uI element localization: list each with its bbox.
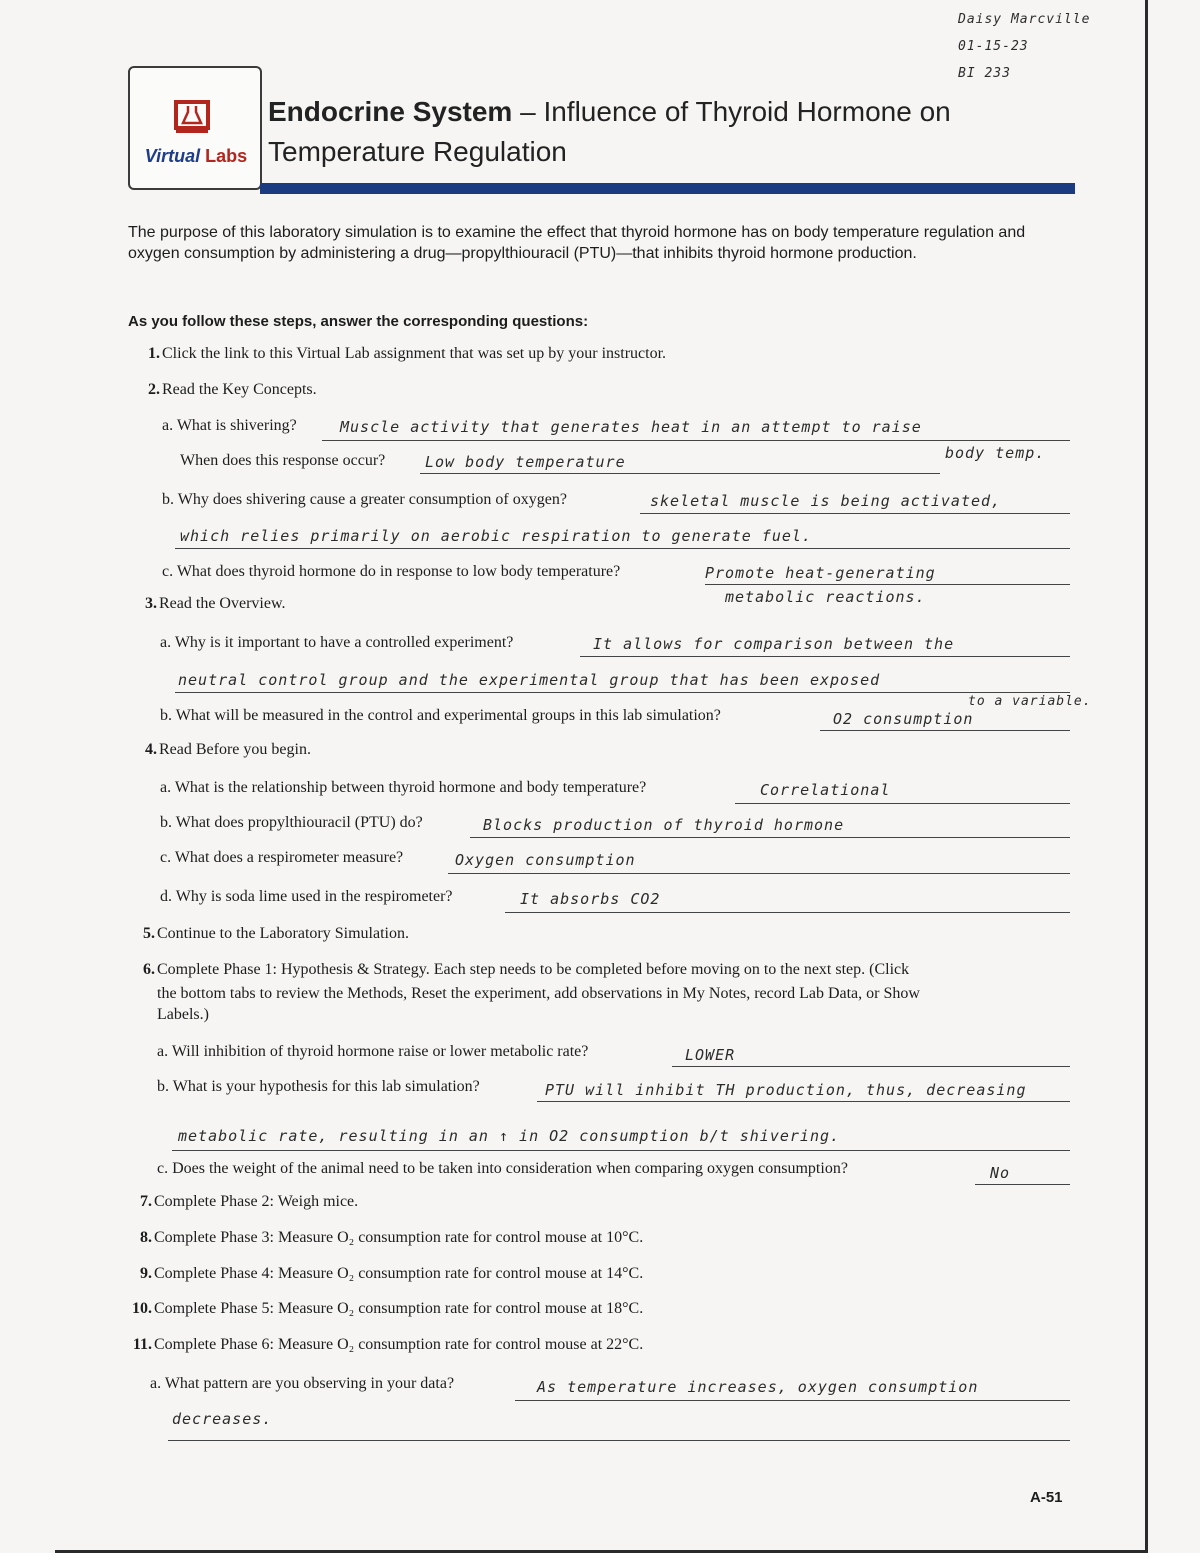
answer-line-4c[interactable] (448, 873, 1070, 874)
answer-2b: skeletal muscle is being activated, (650, 492, 1002, 510)
logo-label (134, 146, 258, 167)
title-bold: Endocrine System (268, 96, 513, 127)
answer-line-3b[interactable] (820, 730, 1070, 731)
answer-6b: PTU will inhibit TH production, thus, decreasing (545, 1081, 1027, 1099)
answer-line-3a[interactable] (580, 656, 1070, 657)
intro-paragraph: The purpose of this laboratory simulation is to examine the effect that thyroid hormone has on body temperature regulation and oxygen consumption by administering a drug—propylthiouracil (PTU)—that inhibits thyroid hormone production. (128, 224, 1026, 262)
step-6-line2: the bottom tabs to review the Methods, Reset the experiment, add observations in My Notes, record Lab Data, or Show (157, 985, 920, 1002)
answer-line-4a[interactable] (735, 803, 1070, 804)
page-title (268, 92, 1028, 172)
answer-line-6c[interactable] (975, 1184, 1070, 1185)
answer-3a: It allows for comparison between the (593, 635, 955, 653)
answer-11a-cont: decreases. (172, 1410, 273, 1428)
student-info (958, 6, 1090, 87)
answer-2c: Promote heat-generating (705, 564, 936, 582)
logo-word-virtual: Virtual (144, 146, 201, 166)
answer-4c: Oxygen consumption (455, 851, 636, 869)
title-rest: – Influence of Thyroid Hormone on (512, 96, 951, 127)
answer-line-4b[interactable] (470, 837, 1070, 838)
page-edge-right (1145, 0, 1148, 1553)
answer-3a-cont2: to a variable. (968, 694, 1092, 709)
step-6-line3: Labels.) (157, 1006, 209, 1023)
answer-4a: Correlational (760, 781, 891, 799)
answer-line-11a-cont[interactable] (168, 1440, 1070, 1441)
answer-2a: Muscle activity that generates heat in an attempt to raise (340, 418, 922, 436)
answer-4d: It absorbs CO2 (520, 890, 661, 908)
answer-line-2c[interactable] (705, 584, 1070, 585)
answer-line-11a[interactable] (515, 1400, 1070, 1401)
answer-line-2a-when[interactable] (420, 473, 940, 474)
answer-3a-cont: neutral control group and the experimental group that has been exposed (178, 671, 881, 689)
header-rule (260, 183, 1075, 194)
student-date: 01-15-23 (958, 39, 1029, 54)
answer-line-6b-cont[interactable] (172, 1150, 1070, 1151)
answer-line-2b[interactable] (640, 513, 1070, 514)
instructions-heading: As you follow these steps, answer the corresponding questions: (128, 313, 589, 330)
flask-icon (174, 98, 210, 134)
answer-4b: Blocks production of thyroid hormone (483, 816, 845, 834)
answer-6c: No (990, 1164, 1011, 1182)
answer-line-2b-cont[interactable] (175, 548, 1070, 549)
answer-2c-cont: metabolic reactions. (725, 588, 926, 606)
page-number: A-51 (1030, 1489, 1063, 1506)
answer-line-6b[interactable] (537, 1101, 1070, 1102)
title-line2: Temperature Regulation (268, 136, 567, 167)
answer-2a-cont: body temp. (945, 444, 1046, 462)
answer-line-2a[interactable] (322, 440, 1070, 441)
answer-line-4d[interactable] (505, 912, 1070, 913)
answer-3b: O2 consumption (833, 710, 974, 728)
student-class: BI 233 (958, 66, 1011, 81)
answer-line-3a-cont[interactable] (175, 692, 1070, 693)
answer-2b-cont: which relies primarily on aerobic respiration to generate fuel. (180, 527, 812, 545)
logo-word-labs: Labs (205, 146, 248, 166)
student-name: Daisy Marcville (958, 12, 1091, 27)
answer-line-6a[interactable] (672, 1066, 1070, 1067)
virtual-labs-logo-box (128, 66, 262, 190)
answer-11a: As temperature increases, oxygen consumption (537, 1378, 979, 1396)
answer-6a: LOWER (685, 1046, 736, 1064)
answer-2a-when: Low body temperature (425, 453, 626, 471)
answer-6b-cont: metabolic rate, resulting in an ↑ in O2 consumption b/t shivering. (178, 1127, 841, 1145)
